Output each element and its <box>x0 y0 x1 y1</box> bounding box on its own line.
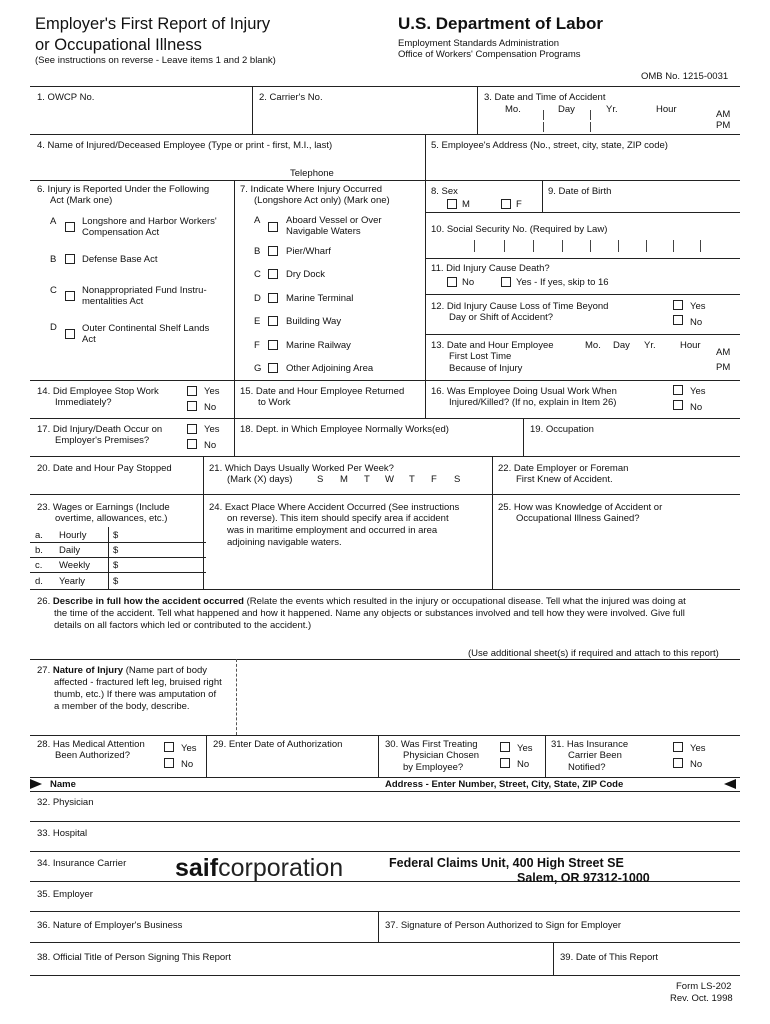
omb-number: OMB No. 1215-0031 <box>641 71 729 82</box>
letter-c: C <box>50 285 57 296</box>
field-accident-place-2: on reverse). This item should specify area if accident <box>227 513 449 524</box>
item-title-bold: Describe in full how the accident occurred <box>52 596 244 607</box>
field-wages: 23. Wages or Earnings (Include <box>37 502 170 513</box>
letter-d: D <box>254 293 261 304</box>
logo-light-part: corporation <box>218 854 344 882</box>
field-usual-work: 16. Was Employee Doing Usual Work When <box>431 386 617 397</box>
option-premises-no: No <box>204 440 217 451</box>
option-physician-yes: Yes <box>517 743 533 754</box>
option-other-adjoining-area: Other Adjoining Area <box>286 363 374 374</box>
day-sunday[interactable]: S <box>317 474 324 485</box>
checkbox-usual-work-yes[interactable] <box>673 385 683 395</box>
official-title-input[interactable] <box>32 964 550 974</box>
checkbox-loss-time-yes[interactable] <box>673 300 683 310</box>
option-sex-m: M <box>462 199 470 210</box>
wage-currency: $ <box>113 530 119 541</box>
saif-corporation-logo <box>175 855 343 881</box>
option-nonappropriated-fund-2: mentalities Act <box>82 296 144 307</box>
employer-business-input[interactable] <box>32 932 376 941</box>
option-medical-no: No <box>181 759 194 770</box>
label-day: Day <box>558 104 575 115</box>
wage-currency: $ <box>113 545 119 556</box>
field-insurance-notified-2: Carrier Been <box>568 750 622 761</box>
field-stop-work: 14. Did Employee Stop Work <box>37 386 159 397</box>
checkbox-death-yes[interactable] <box>501 277 511 287</box>
checkbox-stop-work-no[interactable] <box>187 401 197 411</box>
letter-b: B <box>254 246 261 257</box>
field-describe-accident <box>37 596 686 608</box>
form-number: Form LS-202 <box>676 981 732 992</box>
wage-weekly-input[interactable] <box>122 559 200 571</box>
checkbox-dry-dock[interactable] <box>268 269 278 279</box>
employee-address-input[interactable] <box>428 153 738 178</box>
agency-line2: Office of Workers' Compensation Programs <box>398 49 581 60</box>
item-number: 27. <box>37 665 51 676</box>
checkbox-physician-yes[interactable] <box>500 742 510 752</box>
wage-letter: b. <box>35 545 43 556</box>
field-knowledge-gained-2: Occupational Illness Gained? <box>516 513 640 524</box>
day-saturday[interactable]: S <box>454 474 461 485</box>
field-medical-authorized: 28. Has Medical Attention <box>37 739 145 750</box>
checkbox-marine-terminal[interactable] <box>268 293 278 303</box>
field-employer: 35. Employer <box>37 889 93 900</box>
option-longshore-act: Longshore and Harbor Workers' <box>82 216 217 227</box>
option-death-no: No <box>462 277 475 288</box>
checkbox-physician-no[interactable] <box>500 758 510 768</box>
accident-date-input[interactable] <box>480 112 730 132</box>
field-carrier-no: 2. Carrier's No. <box>259 92 323 103</box>
checkbox-loss-time-no[interactable] <box>673 315 683 325</box>
field-hospital: 33. Hospital <box>37 828 88 839</box>
option-loss-time-yes: Yes <box>690 301 706 312</box>
checkbox-outer-continental-shelf[interactable] <box>65 329 75 339</box>
option-aboard-vessel-2: Navigable Waters <box>286 226 361 237</box>
option-loss-time-no: No <box>690 317 703 328</box>
checkbox-insurance-yes[interactable] <box>673 742 683 752</box>
option-sex-f: F <box>516 199 522 210</box>
checkbox-premises-no[interactable] <box>187 439 197 449</box>
wage-currency: $ <box>113 560 119 571</box>
field-accident-place-3: was in maritime employment and occurred in area <box>227 525 438 536</box>
field-insurance-carrier: 34. Insurance Carrier <box>37 858 127 869</box>
field-employer-premises-2: Employer's Premises? <box>55 435 150 446</box>
field-physician-chosen-2: Physician Chosen <box>403 750 480 761</box>
field-injury-death: 11. Did Injury Cause Death? <box>431 263 550 274</box>
checkbox-longshore-act[interactable] <box>65 222 75 232</box>
agency-name: U.S. Department of Labor <box>398 14 603 33</box>
checkbox-building-way[interactable] <box>268 316 278 326</box>
option-insurance-no: No <box>690 759 703 770</box>
option-aboard-vessel: Aboard Vessel or Over <box>286 215 382 226</box>
label-telephone: Telephone <box>290 168 334 179</box>
letter-c: C <box>254 269 261 280</box>
label-mo: Mo. <box>585 340 601 351</box>
field-days-worked-2: (Mark (X) days) <box>227 474 293 485</box>
day-monday[interactable]: M <box>340 474 348 485</box>
wage-yearly-label: Yearly <box>59 576 86 587</box>
field-sex: 8. Sex <box>431 186 458 197</box>
letter-a: A <box>254 215 261 226</box>
checkbox-other-adjoining-area[interactable] <box>268 363 278 373</box>
wage-currency: $ <box>113 576 119 587</box>
signature-input[interactable] <box>381 932 738 941</box>
field-stop-work-2: Immediately? <box>55 397 112 408</box>
field-employer-knew-2: First Knew of Accident. <box>516 474 613 485</box>
option-dry-dock: Dry Dock <box>286 269 326 280</box>
department-input[interactable] <box>237 437 520 454</box>
checkbox-sex-f[interactable] <box>501 199 511 209</box>
field-injury-location-mark: (Longshore Act only) (Mark one) <box>254 195 390 206</box>
name-column-header: Name <box>50 779 76 790</box>
field-usual-work-2: Injured/Killed? (If no, explain in Item 26) <box>449 397 617 408</box>
item-title-bold: Nature of Injury <box>52 665 124 676</box>
item-description-4: a member of the body, describe. <box>54 701 190 712</box>
option-medical-yes: Yes <box>181 743 197 754</box>
wage-hourly-label: Hourly <box>59 530 87 541</box>
occupation-input[interactable] <box>526 437 738 454</box>
form-subtitle: (See instructions on reverse - Leave items 1 and 2 blank) <box>35 55 276 66</box>
form-title-line1: Employer's First Report of Injury <box>35 15 271 33</box>
checkbox-nonappropriated-fund[interactable] <box>65 291 75 301</box>
option-longshore-act-2: Compensation Act <box>82 227 160 238</box>
nature-of-injury-input[interactable] <box>240 662 738 732</box>
field-ssn: 10. Social Security No. (Required by Law) <box>431 224 608 235</box>
field-injury-act: 6. Injury is Reported Under the Following <box>37 184 210 195</box>
label-am: AM <box>716 347 731 358</box>
label-pm: PM <box>716 362 731 373</box>
field-date-of-birth: 9. Date of Birth <box>548 186 612 197</box>
field-official-title: 38. Official Title of Person Signing This Report <box>37 952 231 963</box>
field-physician-chosen-3: by Employee? <box>403 762 464 773</box>
ssn-input[interactable] <box>440 238 730 256</box>
field-loss-of-time-2: Day or Shift of Accident? <box>449 312 554 323</box>
checkbox-marine-railway[interactable] <box>268 340 278 350</box>
logo-bold-part: saif <box>175 854 219 882</box>
field-authorization-date: 29. Enter Date of Authorization <box>213 739 343 750</box>
letter-d: D <box>50 322 57 333</box>
item-description-3: thumb, etc.) If there was amputation of <box>54 689 217 700</box>
field-accident-place: 24. Exact Place Where Accident Occurred (See instructions <box>209 502 460 513</box>
option-building-way: Building Way <box>286 316 342 327</box>
physician-input[interactable] <box>32 809 738 820</box>
date-of-birth-input[interactable] <box>545 198 738 210</box>
arrow-left-icon <box>724 779 736 789</box>
field-employer-premises: 17. Did Injury/Death Occur on <box>37 424 163 435</box>
form-revision: Rev. Oct. 1998 <box>670 993 733 1004</box>
wage-letter: a. <box>35 530 43 541</box>
carrier-street: 400 High Street SE <box>512 856 624 870</box>
day-tuesday[interactable]: T <box>364 474 370 485</box>
additional-sheet-note: (Use additional sheet(s) if required and attach to this report) <box>468 648 719 659</box>
option-outer-continental-shelf: Outer Continental Shelf Lands <box>82 323 210 334</box>
day-wednesday[interactable]: W <box>385 474 394 485</box>
field-employee-address: 5. Employee's Address (No., street, city, state, ZIP code) <box>431 140 668 151</box>
option-death-yes: Yes - If yes, skip to 16 <box>516 277 609 288</box>
field-employer-knew: 22. Date Employer or Foreman <box>498 463 629 474</box>
checkbox-aboard-vessel[interactable] <box>268 222 278 232</box>
item-number: 26. <box>37 596 51 607</box>
form-title-line2: or Occupational Illness <box>35 36 202 54</box>
field-employer-business: 36. Nature of Employer's Business <box>37 920 183 931</box>
field-physician: 32. Physician <box>37 797 94 808</box>
checkbox-sex-m[interactable] <box>447 199 457 209</box>
address-column-header: Address - Enter Number, Street, City, State, ZIP Code <box>385 779 624 790</box>
describe-accident-input[interactable] <box>32 632 738 646</box>
field-knowledge-gained: 25. How was Knowledge of Accident or <box>498 502 663 513</box>
first-lost-time-input[interactable] <box>580 352 710 376</box>
label-hour: Hour <box>680 340 701 351</box>
field-injury-act-mark: Act (Mark one) <box>50 195 113 206</box>
field-first-lost-time-3: Because of Injury <box>449 363 523 374</box>
label-yr: Yr. <box>606 104 618 115</box>
checkbox-medical-yes[interactable] <box>164 742 174 752</box>
checkbox-medical-no[interactable] <box>164 758 174 768</box>
field-injury-location: 7. Indicate Where Injury Occurred <box>240 184 383 195</box>
option-physician-no: No <box>517 759 530 770</box>
field-department: 18. Dept. in Which Employee Normally Works(ed) <box>240 424 449 435</box>
field-wages-2: overtime, allowances, etc.) <box>55 513 168 524</box>
employer-input[interactable] <box>32 901 738 910</box>
day-thursday[interactable]: T <box>409 474 415 485</box>
field-pay-stopped: 20. Date and Hour Pay Stopped <box>37 463 172 474</box>
field-insurance-notified-3: Notified? <box>568 762 606 773</box>
option-pier-wharf: Pier/Wharf <box>286 246 331 257</box>
option-premises-yes: Yes <box>204 424 220 435</box>
option-marine-terminal: Marine Terminal <box>286 293 354 304</box>
wage-daily-label: Daily <box>59 545 81 556</box>
letter-f: F <box>254 340 260 351</box>
date-returned-input[interactable] <box>237 408 422 417</box>
field-insurance-notified: 31. Has Insurance <box>551 739 629 750</box>
option-outer-continental-shelf-2: Act <box>82 334 96 345</box>
carrier-claims-unit: Federal Claims Unit, <box>389 856 510 870</box>
arrow-right-icon <box>30 779 42 789</box>
report-date-input[interactable] <box>556 964 738 974</box>
wage-hourly-input[interactable] <box>122 529 200 541</box>
field-loss-of-time: 12. Did Injury Cause Loss of Time Beyond <box>431 301 609 312</box>
wage-yearly-input[interactable] <box>122 574 200 587</box>
employee-name-input[interactable] <box>32 153 422 178</box>
field-owcp-no: 1. OWCP No. <box>37 92 95 103</box>
item-description-2: affected - fractured left leg, bruised right <box>54 677 222 688</box>
option-stop-work-yes: Yes <box>204 386 220 397</box>
item-description-2: the time of the accident. Tell what happened and how it happened. Name any objects or substances involved and tell how they were involved. Give full <box>54 608 685 619</box>
letter-g: G <box>254 363 262 374</box>
field-employee-name: 4. Name of Injured/Deceased Employee (Type or print - first, M.I., last) <box>37 140 333 151</box>
option-insurance-yes: Yes <box>690 743 706 754</box>
checkbox-premises-yes[interactable] <box>187 424 197 434</box>
authorization-date-input[interactable] <box>209 752 375 774</box>
field-occupation: 19. Occupation <box>530 424 594 435</box>
letter-e: E <box>254 316 261 327</box>
checkbox-pier-wharf[interactable] <box>268 246 278 256</box>
wage-weekly-label: Weekly <box>59 560 90 571</box>
label-yr: Yr. <box>644 340 656 351</box>
label-pm: PM <box>716 120 731 131</box>
label-am: AM <box>716 109 731 120</box>
option-stop-work-no: No <box>204 402 217 413</box>
field-medical-authorized-2: Been Authorized? <box>55 750 131 761</box>
checkbox-defense-base-act[interactable] <box>65 254 75 264</box>
item-description: (Relate the events which resulted in the injury or occupational disease. Tell what the injured was doing at <box>246 596 686 607</box>
label-mo: Mo. <box>505 104 521 115</box>
field-days-worked: 21. Which Days Usually Worked Per Week? <box>209 463 394 474</box>
checkbox-usual-work-no[interactable] <box>673 400 683 410</box>
day-friday[interactable]: F <box>431 474 437 485</box>
field-accident-place-4: adjoining navigable waters. <box>227 537 342 548</box>
field-date-returned-2: to Work <box>258 397 291 408</box>
agency-line1: Employment Standards Administration <box>398 38 560 49</box>
wage-letter: c. <box>35 560 43 571</box>
option-usual-work-yes: Yes <box>690 386 706 397</box>
checkbox-stop-work-yes[interactable] <box>187 386 197 396</box>
option-marine-railway: Marine Railway <box>286 340 351 351</box>
field-report-date: 39. Date of This Report <box>560 952 659 963</box>
carrier-address-line2: Salem, OR 97312-1000 <box>517 871 650 885</box>
wage-daily-input[interactable] <box>122 544 200 556</box>
field-date-returned: 15. Date and Hour Employee Returned <box>240 386 405 397</box>
carrier-address-line1 <box>389 856 624 870</box>
option-defense-base-act: Defense Base Act <box>82 254 158 265</box>
pay-stopped-input[interactable] <box>32 476 200 492</box>
hospital-input[interactable] <box>32 840 738 850</box>
field-first-lost-time-2: First Lost Time <box>449 351 512 362</box>
field-signature: 37. Signature of Person Authorized to Sign for Employer <box>385 920 622 931</box>
item-description: (Name part of body <box>125 665 208 676</box>
label-day: Day <box>613 340 630 351</box>
field-physician-chosen: 30. Was First Treating <box>385 739 478 750</box>
item-description-3: details on all factors which led or contributed to the accident.) <box>54 620 312 631</box>
checkbox-insurance-no[interactable] <box>673 758 683 768</box>
option-usual-work-no: No <box>690 402 703 413</box>
label-hour: Hour <box>656 104 677 115</box>
letter-a: A <box>50 216 57 227</box>
letter-b: B <box>50 254 57 265</box>
wage-letter: d. <box>35 576 43 587</box>
field-first-lost-time: 13. Date and Hour Employee <box>431 340 554 351</box>
checkbox-death-no[interactable] <box>447 277 457 287</box>
field-nature-of-injury <box>37 665 207 677</box>
option-nonappropriated-fund: Nonappropriated Fund Instru- <box>82 285 207 296</box>
field-date-time-accident: 3. Date and Time of Accident <box>484 92 606 103</box>
